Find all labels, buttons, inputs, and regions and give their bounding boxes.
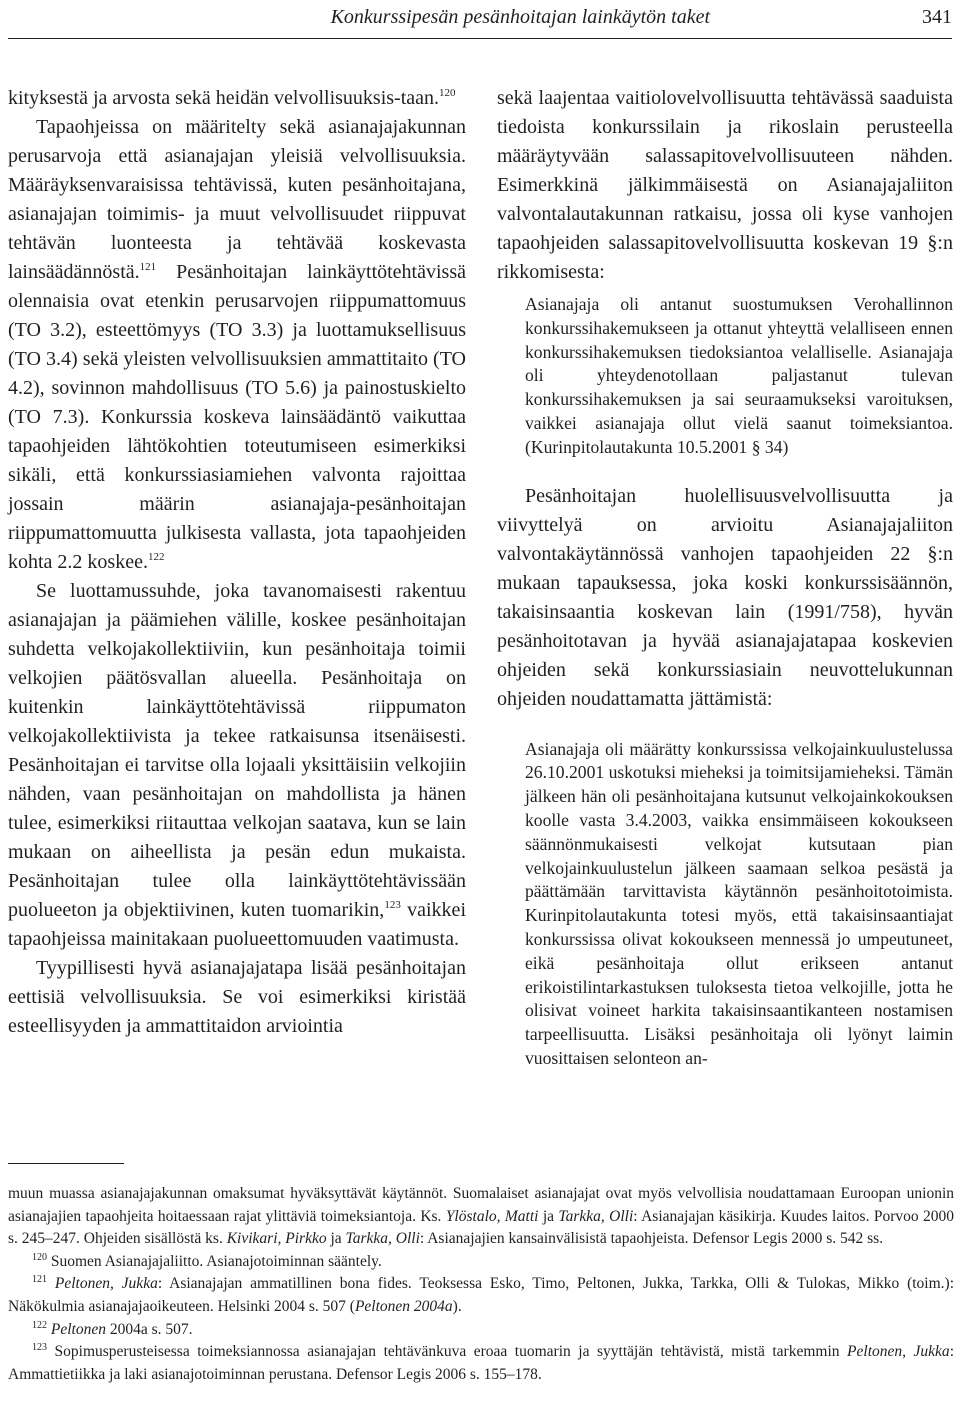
paragraph-text: vaikkei tapaohjeissa mainitakaan puolueettomuuden vaatimusta. xyxy=(8,899,466,950)
footnote-rule xyxy=(8,1163,124,1164)
footnote-121 xyxy=(8,1273,954,1318)
author-name: Kivikari, Pirkko xyxy=(226,1230,327,1248)
paragraph: Tyypillisesti hyvä asianajajatapa lisää pesänhoitajan eettisiä velvollisuuksia. Se voi esimerkiksi kiristää esteellisyyden ja ammattitaidon arviointia xyxy=(8,957,466,1037)
footnote-text: Suomen Asianajajaliitto. Asianajotoiminnan sääntely. xyxy=(47,1252,382,1270)
paragraph xyxy=(8,84,466,113)
paragraph-text: Se luottamussuhde, joka tavanomaisesti rakentuu asianajajan ja päämiehen välille, koskee pesänhoitajan suhdetta velkojakollektiiviin, kun pesänhoitaja toimii velkojien päätösvallan alueella. Pesänhoitaja on kuitenkin lainkäyttötehtävissä riippumaton velkojakollektiivista ja tekee ratkaisunsa itsenäisesti. Pesänhoitajan ei tarvitse olla lojaali yksittäisiin velkojiin nähden, vaan pesänhoitajan on mahdollista ja hänen tulee, esimerkiksi riitauttaa velkojan saatava, kun se lain mukaan on aiheellista ja pesän edun mukaista. Pesänhoitajan tulee olla lainkäyttötehtävissään puolueeton ja objektiivinen, kuten tuomarikin, xyxy=(8,580,466,921)
footnote-ref[interactable]: 122 xyxy=(147,551,165,563)
footnote-number: 121 xyxy=(32,1274,47,1286)
paragraph-text: kityksestä ja arvosta sekä heidän velvollisuuksis-taan. xyxy=(8,87,440,109)
footnote-text: : Asianajajan ammatillinen bona fides. Teoksessa Esko, Timo, Peltonen, Jukka, Tarkka, Olli & Tulokas, Mikko (toim.): Näkökulmia asianajajaoikeuteen. Helsinki 2004 s. 507 ( xyxy=(8,1275,955,1315)
footnote-text: ). xyxy=(452,1297,462,1315)
paragraph xyxy=(8,577,466,954)
left-column xyxy=(8,84,466,1041)
footnote-ref[interactable]: 123 xyxy=(384,899,401,911)
paragraph-text: Pesänhoitajan lainkäyttötehtävissä olennaisia ovat etenkin perusarvojen riippumattomuus (TO 3.2), esteettömyys (TO 3.3) ja luottamuksellisuus (TO 3.4) sekä yleisten velvollisuuksien ammattitaito (TO 4.2), sovinnon mahdollisuus (TO 5.6) ja painostuskielto (TO 7.3). Konkurssia koskeva lainsäädäntö vaikuttaa tapaohjeiden lähtökohtien toteutumiseen esimerkiksi sikäli, että konkurssiasiamiehen valvonta rajoittaa jossain määrin asianajaja-pesänhoitajan riippumattomuutta julkisesta vallasta, jota tapaohjeiden kohta 2.2 koskee. xyxy=(8,261,466,573)
footnote-number: 120 xyxy=(32,1251,47,1263)
footnote-text: Sopimusperusteisessa toimeksiannossa asianajajan tehtävänkuva eroaa tuomarin ja syyttäjän tehtävistä, mistä tarkemmin xyxy=(47,1343,848,1361)
page-number: 341 xyxy=(922,6,952,28)
author-name: Tarkka, Olli xyxy=(558,1207,634,1225)
footnote-text: : Ammattietiikka ja laki asianajotoiminnan perustana. Defensor Legis 2006 s. 155–178. xyxy=(8,1343,954,1383)
footnote-number: 122 xyxy=(32,1319,47,1331)
footnote-ref[interactable]: 121 xyxy=(139,261,157,273)
author-name: Tarkka, Olli xyxy=(345,1230,420,1248)
block-quote: Asianajaja oli määrätty konkurssissa velkojainkuulustelussa 26.10.2001 uskotuksi mieheksi ja toimitsijamieheksi. Tämän jälkeen hän oli pesänhoitajana kutsunut velkojainkokouksen koolle vasta 3.4.2003, vaikka ensimmäiseen kokoukseen säännönmukaisesti velkojat kutsutaan pian velkojainkuulustelun jälkeen saamaan selkoa pesästä ja päättämään tarvittavista käytännön pesänhoitotoimista. Kurinpitolautakunta totesi myös, että takaisinsaantiajat konkurssissa olivat kokoukseen mennessä jo umpeutuneet, eikä pesänhoitaja ollut erikseen antanut erikoistilintarkastuksen tuloksesta tietoa velkojille, jotta he olisivat voineet harkita takaisinsaantikanteen nostamisen tarpeellisuutta. Lisäksi pesänhoitaja oli lyönyt laimin vuosittaisen selonteon an- xyxy=(525,738,953,1068)
paragraph xyxy=(8,113,466,577)
author-name: Peltonen, Jukka xyxy=(54,1275,158,1293)
footnote-ref[interactable]: 120 xyxy=(439,87,456,99)
paragraph-text: Tapaohjeissa on määritelty sekä asianajajakunnan perusarvoja että asianajajan yleisiä velvollisuuksia. Määräyksenvaraisissa tehtävissä, kuten pesänhoitajana, asianajajan toimimis- ja muut velvollisuudet riippuvat tehtävän luonteesta ja tehtävää koskevasta lainsäädännöstä. xyxy=(8,116,466,283)
footnote-text: ja xyxy=(538,1207,559,1225)
author-name: Ylöstalo, Matti xyxy=(445,1207,539,1225)
author-name: Peltonen xyxy=(50,1320,106,1338)
header-rule xyxy=(8,38,952,39)
footnote-122 xyxy=(8,1319,954,1342)
page-header xyxy=(0,0,960,38)
footnote-120 xyxy=(8,1251,954,1274)
footnote-text: : Asianajajan käsikirja. Kuudes laitos. Porvoo 2000 s. 245–247. Ohjeiden sisällöstä ks. xyxy=(8,1207,955,1248)
citation-short: Peltonen 2004a xyxy=(354,1297,453,1315)
footnote-123 xyxy=(8,1341,954,1386)
footnote-text: 2004a s. 507. xyxy=(105,1320,193,1338)
paragraph: sekä laajentaa vaitiolovelvollisuutta tehtävässä saaduista tiedoista konkurssilain ja rikoslain perusteella määräytyvään salassapitovelvollisuuteen nähden. Esimerkkinä jälkimmäisestä on Asianajajaliiton valvontalautakunnan ratkaisu, jossa oli kyse vanhojen tapaohjeiden salassapitovelvollisuutta koskevan 19 §:n rikkomisesta: xyxy=(497,87,953,283)
paragraph: Pesänhoitajan huolellisuusvelvollisuutta ja viivyttelyä on arvioitu Asianajajaliiton valvontakäytännössä vanhojen tapaohjeiden 22 §:n mukaan tapauksessa, joka koski konkurssisäännön, takaisinsaantia koskevan lain (1991/758), hyvän pesänhoitotavan ja hyvää asianajajatapaa koskevien ohjeiden sekä konkurssiasiain neuvottelukunnan ohjeiden noudattamatta jättämistä: xyxy=(497,484,953,710)
author-name: Peltonen, Jukka xyxy=(847,1343,950,1361)
running-title: Konkurssipesän pesänhoitajan lainkäytön taket xyxy=(330,6,710,28)
right-column xyxy=(497,84,953,1071)
footnote-text: muun muassa asianajajakunnan omaksumat hyväksyttävät käytännöt. Suomalaiset asianajajat ovat myös velvollisia noudattamaan Euroopan unionin asianajajien tapaohjeita hoitaessaan rajat ylittäviä toimeksiantoja. Ks. xyxy=(8,1185,954,1225)
block-quote: Asianajaja oli antanut suostumuksen Verohallinnon konkurssihakemukseen ja ottanut yhteyttä velalliseen ennen konkurssihakemuksen tiedoksiantoa velalliselle. Asianajaja oli yhteydenotollaan paljastanut tulevan konkurssihakemuksen ja sai seuraamukseksi varoituksen, vaikkei asianajaja ollut vielä saanut toimeksiantoa. (Kurinpitolautakunta 10.5.2001 § 34) xyxy=(525,294,953,457)
footnote-number: 123 xyxy=(32,1342,47,1354)
footnote-continuation xyxy=(8,1183,954,1251)
footnote-text: ja xyxy=(326,1230,346,1248)
footnote-text: : Asianajajien kansainvälisistä tapaohjeista. Defensor Legis 2000 s. 542 ss. xyxy=(419,1230,884,1248)
footnotes xyxy=(8,1183,954,1386)
